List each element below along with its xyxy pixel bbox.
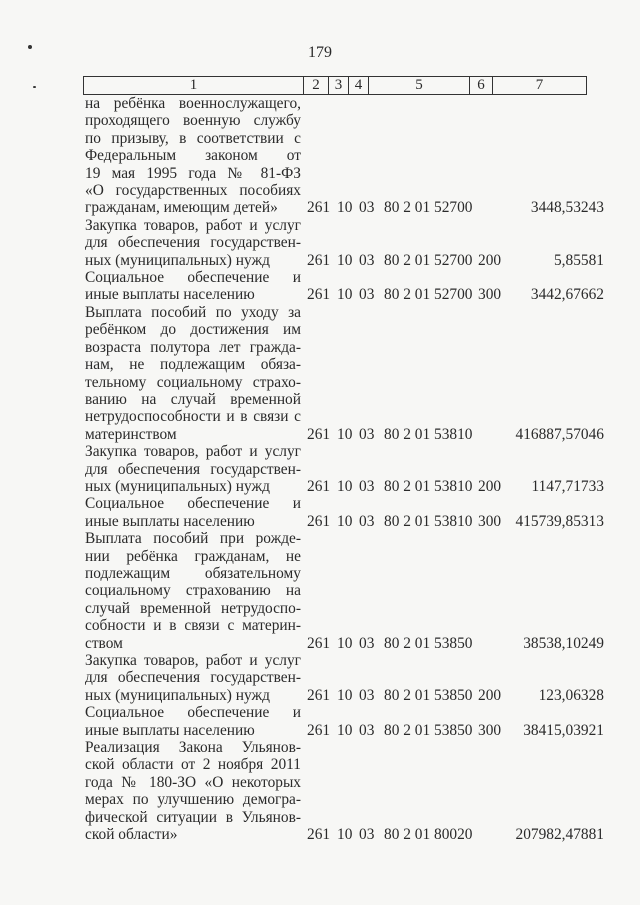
- section-code: 10: [337, 425, 353, 443]
- scan-speck: [33, 86, 36, 88]
- table-row: [0, 652, 640, 704]
- description-line: для обеспечения государствен-: [85, 460, 301, 478]
- description-line: Выплата пособий при рожде-: [85, 530, 301, 548]
- description-line: иные выплаты населению: [85, 721, 255, 739]
- description-line: гражданам, имеющим детей»: [85, 199, 278, 217]
- description-line: Социальное обеспечение и: [85, 269, 301, 287]
- subsection-code: 03: [359, 512, 375, 530]
- table-row: [0, 95, 640, 217]
- target-article-code: 80 2 01 52700: [384, 199, 473, 217]
- description-line: ребёнком до достижения им: [85, 321, 301, 339]
- table-body: [0, 95, 640, 843]
- description-line: ской области от 2 ноября 2011: [85, 756, 301, 774]
- amount-value: 5,85581: [553, 251, 604, 269]
- description-line: ством: [85, 634, 123, 652]
- description-line: Закупка товаров, работ и услуг: [85, 443, 301, 461]
- amount-value: 415739,85313: [515, 512, 604, 530]
- row-codes: [0, 199, 640, 216]
- subsection-code: 03: [359, 286, 375, 304]
- description-line: подлежащим обязательному: [85, 564, 301, 582]
- description-line: социальному страхованию на: [85, 582, 301, 600]
- table-row: [0, 739, 640, 843]
- subsection-code: 03: [359, 251, 375, 269]
- description-line: иные выплаты населению: [85, 512, 255, 530]
- table-row: [0, 530, 640, 652]
- subsection-code: 03: [359, 477, 375, 495]
- description-line: случай временной нетрудоспо-: [85, 599, 301, 617]
- description-line: Выплата пособий по уходу за: [85, 303, 301, 321]
- admin-code: 261: [307, 477, 331, 495]
- column-header-1: 1: [84, 77, 304, 95]
- target-article-code: 80 2 01 53850: [384, 634, 473, 652]
- description-line: ванию на случай временной: [85, 390, 301, 408]
- section-code: 10: [337, 286, 353, 304]
- expense-type-code: 300: [478, 721, 502, 739]
- description-line: иные выплаты населению: [85, 286, 255, 304]
- description-line: нам, не подлежащим обяза-: [85, 356, 301, 374]
- amount-value: 3448,53243: [530, 199, 604, 217]
- admin-code: 261: [307, 512, 331, 530]
- amount-value: 123,06328: [538, 686, 604, 704]
- amount-value: 3442,67662: [530, 286, 604, 304]
- column-header-5: 5: [369, 77, 470, 95]
- description-line: ных (муниципальных) нужд: [85, 477, 270, 495]
- description-line: проходящего военную службу: [85, 112, 301, 130]
- row-codes: [0, 687, 640, 704]
- description-line: мерах по улучшению демогра-: [85, 791, 301, 809]
- target-article-code: 80 2 01 53810: [384, 477, 473, 495]
- row-description: [85, 304, 301, 443]
- description-line: Социальное обеспечение и: [85, 704, 301, 722]
- column-header-row: [83, 76, 587, 95]
- admin-code: 261: [307, 686, 331, 704]
- expense-type-code: 200: [478, 477, 502, 495]
- expense-type-code: 200: [478, 686, 502, 704]
- target-article-code: 80 2 01 52700: [384, 251, 473, 269]
- column-header-6: 6: [470, 77, 493, 95]
- admin-code: 261: [307, 425, 331, 443]
- row-codes: [0, 513, 640, 530]
- expense-type-code: 200: [478, 251, 502, 269]
- table-row: [0, 704, 640, 739]
- description-line: собности и в связи с материн-: [85, 617, 301, 635]
- row-codes: [0, 426, 640, 443]
- target-article-code: 80 2 01 53810: [384, 512, 473, 530]
- subsection-code: 03: [359, 826, 375, 844]
- expense-type-code: 300: [478, 286, 502, 304]
- description-line: Закупка товаров, работ и услуг: [85, 652, 301, 669]
- description-line: по призыву, в соответствии с: [85, 129, 301, 147]
- description-line: возраста полутора лет гражда-: [85, 338, 301, 356]
- amount-value: 38538,10249: [523, 634, 604, 652]
- amount-value: 207982,47881: [515, 826, 604, 844]
- table-row: [0, 269, 640, 304]
- description-line: для обеспечения государствен-: [85, 234, 301, 252]
- section-code: 10: [337, 634, 353, 652]
- admin-code: 261: [307, 826, 331, 844]
- table-row: [0, 304, 640, 443]
- column-header-2: 2: [304, 77, 329, 95]
- target-article-code: 80 2 01 53850: [384, 686, 473, 704]
- subsection-code: 03: [359, 634, 375, 652]
- section-code: 10: [337, 477, 353, 495]
- description-line: фической ситуации в Ульянов-: [85, 808, 301, 826]
- description-line: ных (муниципальных) нужд: [85, 686, 270, 704]
- row-codes: [0, 478, 640, 495]
- description-line: Закупка товаров, работ и услуг: [85, 216, 301, 234]
- expense-type-code: 300: [478, 512, 502, 530]
- table-row: [0, 495, 640, 530]
- page-number: 179: [308, 44, 332, 61]
- column-header-4: 4: [349, 77, 369, 95]
- admin-code: 261: [307, 286, 331, 304]
- admin-code: 261: [307, 251, 331, 269]
- admin-code: 261: [307, 634, 331, 652]
- subsection-code: 03: [359, 199, 375, 217]
- section-code: 10: [337, 512, 353, 530]
- column-header-7: 7: [493, 77, 587, 95]
- subsection-code: 03: [359, 721, 375, 739]
- description-line: года № 180-ЗО «О некоторых: [85, 773, 301, 791]
- description-line: Социальное обеспечение и: [85, 495, 301, 513]
- subsection-code: 03: [359, 425, 375, 443]
- description-line: Федеральным законом от: [85, 147, 301, 165]
- description-line: для обеспечения государствен-: [85, 669, 301, 687]
- description-line: 19 мая 1995 года № 81-ФЗ: [85, 164, 301, 182]
- admin-code: 261: [307, 199, 331, 217]
- admin-code: 261: [307, 721, 331, 739]
- row-codes: [0, 722, 640, 739]
- description-line: Реализация Закона Ульянов-: [85, 739, 301, 757]
- description-line: тельному социальному страхо-: [85, 373, 301, 391]
- description-line: «О государственных пособиях: [85, 182, 301, 200]
- target-article-code: 80 2 01 53810: [384, 425, 473, 443]
- row-codes: [0, 826, 640, 843]
- section-code: 10: [337, 826, 353, 844]
- description-line: ных (муниципальных) нужд: [85, 251, 270, 269]
- description-line: нии ребёнка гражданам, не: [85, 547, 301, 565]
- row-codes: [0, 635, 640, 652]
- section-code: 10: [337, 251, 353, 269]
- row-codes: [0, 286, 640, 303]
- target-article-code: 80 2 01 52700: [384, 286, 473, 304]
- column-header-3: 3: [329, 77, 349, 95]
- target-article-code: 80 2 01 53850: [384, 721, 473, 739]
- amount-value: 416887,57046: [515, 425, 604, 443]
- table-row: [0, 217, 640, 269]
- section-code: 10: [337, 199, 353, 217]
- amount-value: 38415,03921: [523, 721, 604, 739]
- description-line: материнством: [85, 425, 177, 443]
- section-code: 10: [337, 721, 353, 739]
- amount-value: 1147,71733: [531, 477, 604, 495]
- subsection-code: 03: [359, 686, 375, 704]
- target-article-code: 80 2 01 80020: [384, 826, 473, 844]
- description-line: нетрудоспособности и в связи с: [85, 408, 301, 426]
- row-codes: [0, 252, 640, 269]
- section-code: 10: [337, 686, 353, 704]
- description-line: на ребёнка военнослужащего,: [85, 95, 301, 112]
- description-line: ской области»: [85, 826, 178, 844]
- table-row: [0, 443, 640, 495]
